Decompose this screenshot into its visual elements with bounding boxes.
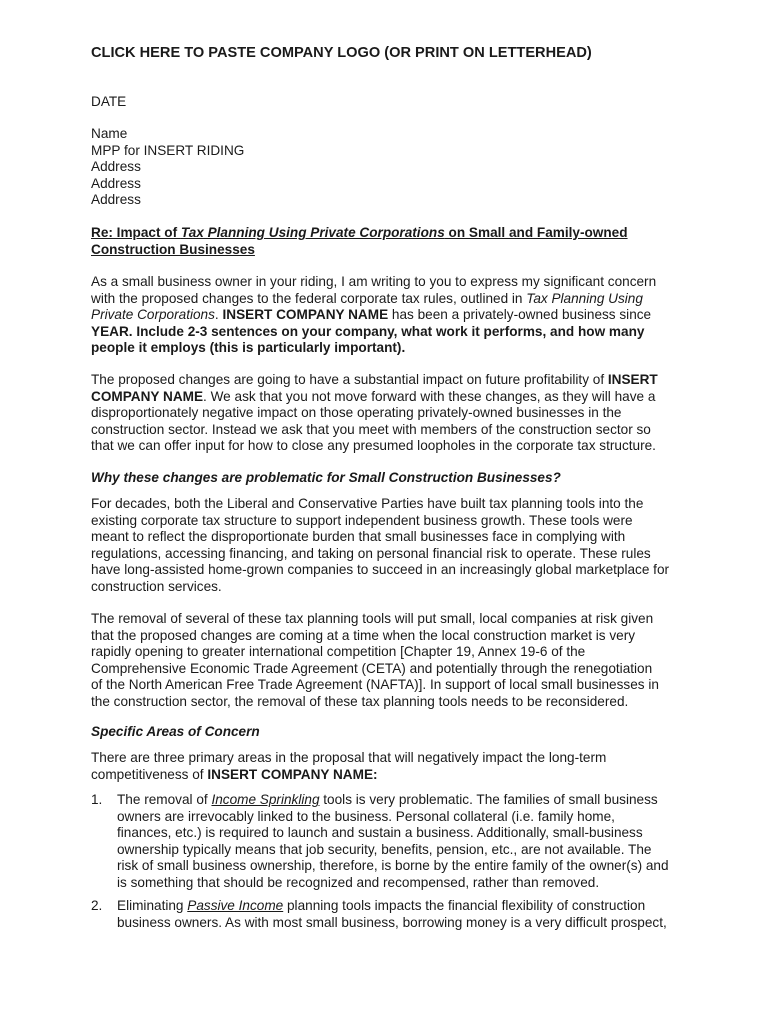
recipient-address-line: Address xyxy=(91,175,141,191)
paragraph-competition: The removal of several of these tax planning tools will put small, local companies at risk given that the proposed changes are coming at a time when the local construction market is very rapidly opening to greater international competition [Chapter 19, Annex 19-6 of the Comprehensive Economic Trade Agreement (CETA) and potentially through the renegotiation of the North American Free Trade Agreement (NAFTA)]. In support of local small businesses in the construction sector, the removal of these tax planning tools needs to be reconsidered. xyxy=(91,611,659,709)
recipient-address-line: Address xyxy=(91,192,141,207)
paragraph-areas: There are three primary areas in the proposal that will negatively impact the long-term competitiveness of INSERT COMPANY NAME: xyxy=(91,750,607,782)
company-name-placeholder: INSERT COMPANY NAME xyxy=(222,307,389,322)
subject-document-title: Tax Planning Using Private Corporations xyxy=(180,225,445,240)
section-heading-problematic: Why these changes are problematic for Small Construction Businesses? xyxy=(91,470,561,485)
paragraph-intro: As a small business owner in your riding, I am writing to you to express my significant concern with the proposed changes to the federal corporate tax rules, outlined in Tax Planning Using Private Corporations. INSERT COMPANY NAME has been a privately-owned business since YEAR. Include 2-3 sentences on your company, what work it performs, and how many people it employs (this is particularly important). xyxy=(91,274,657,355)
paragraph-history: For decades, both the Liberal and Conservative Parties have built tax planning tools into the existing corporate tax structure to support independent business growth. These tools were meant to reflect the disproportionate burden that small businesses face in complying with regulations, accessing financing, and taking on personal financial risk to operate. These rules have long-assisted home-grown companies to succeed in an increasingly global marketplace for construction services. xyxy=(91,496,670,594)
date-line: DATE xyxy=(91,94,127,109)
paragraph-impact: The proposed changes are going to have a substantial impact on future profitability of INSERT COMPANY NAME. We ask that you not move forward with these changes, as they will have a disproportionately negative impact on those operating privately-owned businesses in the construction sector. Instead we ask that you meet with members of the construction sector so that we can offer input for how to close any presumed loopholes in the corporate tax structure. xyxy=(91,372,658,453)
term-income-sprinkling: Income Sprinkling xyxy=(211,792,320,807)
recipient-name: Name xyxy=(91,126,128,141)
list-number: 2. xyxy=(91,898,103,913)
list-item-text: Eliminating Passive Income planning tools impacts the financial flexibility of construction business owners. As with most small business, borrowing money is a very difficult prospect, xyxy=(117,898,667,930)
company-name-placeholder: COMPANY NAME xyxy=(91,388,204,404)
list-item-text: The removal of Income Sprinkling tools is very problematic. The families of small business owners are irrevocably linked to the business. Personal collateral (i.e. family home, finances, etc.) is required to launch and sustain a business. Additionally, small-business ownership typically means that job security, benefits, pension, etc., are not available. The risk of small business ownership, therefore, is borne by the entire family of the owner(s) and is something that should be recognized and recompensed, rather than removed. xyxy=(117,792,669,890)
list-number: 1. xyxy=(91,792,103,807)
subject-line: Re: Impact of Tax Planning Using Private Corporations on Small and Family-owned Construction Businesses xyxy=(91,225,628,257)
year-placeholder: YEAR xyxy=(91,323,129,339)
logo-placeholder: CLICK HERE TO PASTE COMPANY LOGO (OR PRINT ON LETTERHEAD) xyxy=(91,45,592,61)
recipient-title: MPP for INSERT RIDING xyxy=(91,142,245,158)
section-heading-concerns: Specific Areas of Concern xyxy=(91,724,260,739)
company-name-placeholder: INSERT COMPANY NAME: xyxy=(207,766,378,782)
recipient-address xyxy=(91,126,691,209)
term-passive-income: Passive Income xyxy=(187,898,284,913)
recipient-address-line: Address xyxy=(91,159,141,174)
